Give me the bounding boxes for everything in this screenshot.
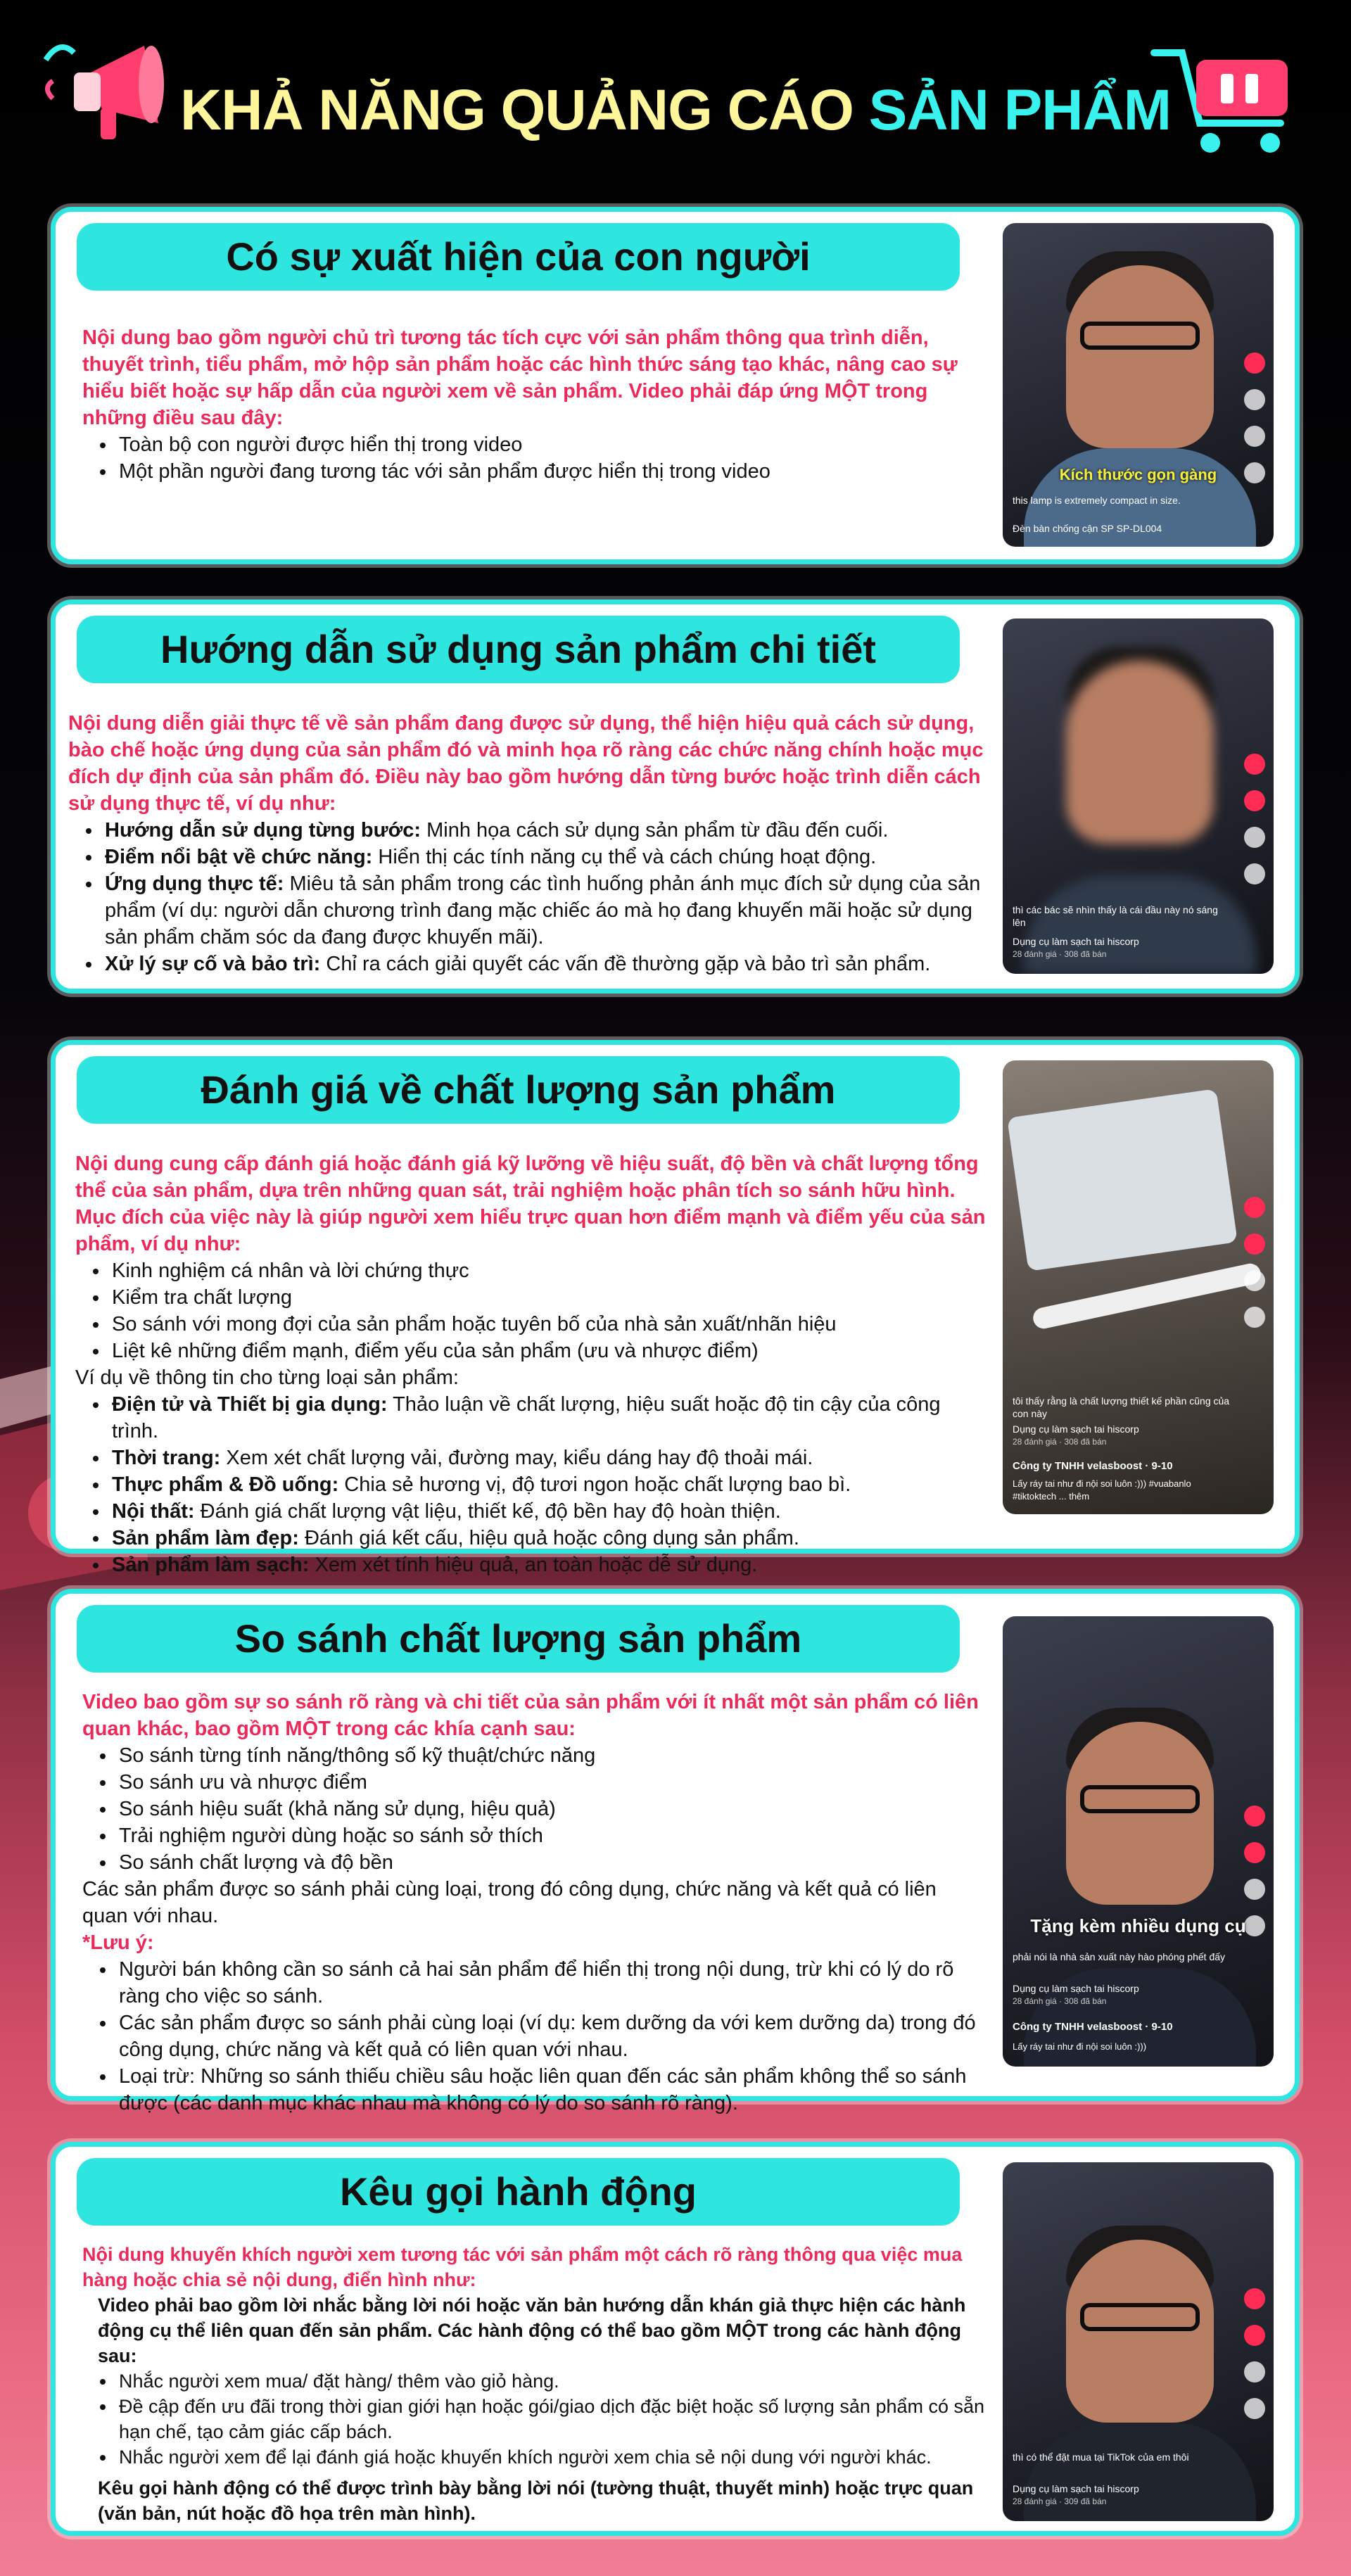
bookmark-icon[interactable] <box>1244 1307 1265 1328</box>
video-overlay-text: Tặng kèm nhiều dụng cụ <box>1030 1915 1246 1936</box>
heart-icon[interactable] <box>1244 2325 1265 2346</box>
product-tag[interactable] <box>1013 2482 1231 2508</box>
section-quality-review <box>51 1040 1300 1576</box>
section-intro: Video bao gồm sự so sánh rõ ràng và chi tiết của sản phẩm với ít nhất một sản phẩm có liên quan khác, bao gồm MỘT trong các khía cạnh sau: <box>82 1691 979 1740</box>
section-intro: Nội dung khuyến khích người xem tương tác với sản phẩm một cách rõ ràng thông qua việc mua hàng hoặc chia sẻ nội dung, điển hình như: <box>82 2244 963 2290</box>
category-list <box>109 1391 992 1578</box>
item-label: Thực phẩm & Đồ uống: <box>112 1473 339 1496</box>
list-item: • Toàn bộ con người được hiển thị trong video <box>116 431 985 458</box>
section-quality-comparison <box>51 1589 1300 2114</box>
host-figure <box>1066 2240 1214 2423</box>
list-item <box>109 1498 992 1525</box>
list-item: • Kiểm tra chất lượng <box>109 1284 992 1311</box>
video-caption: thì có thể đặt mua tại TikTok của em thôi <box>1013 2451 1189 2463</box>
list-item: • So sánh với mong đợi của sản phẩm hoặc tuyên bố của nhà sản xuất/nhãn hiệu <box>109 1311 992 1338</box>
comment-icon[interactable] <box>1244 1270 1265 1291</box>
section-body <box>75 1150 992 1578</box>
comment-icon[interactable] <box>1244 426 1265 447</box>
product-stats: 28 đánh giá · 308 đã bán <box>1013 1437 1107 1447</box>
section-intro: Nội dung diễn giải thực tế về sản phẩm đang được sử dụng, thể hiện hiệu quả cách sử dụng, bào chế hoặc ứng dụng của sản phẩm đó và minh họa rõ ràng các chức năng chính hoặc mục đích dự định của sản phẩm đó. Điều này bao gồm hướng dẫn từng bước hoặc trình diễn cách sử dụng thực tế, ví dụ như: <box>68 712 984 815</box>
product-tag[interactable] <box>1013 935 1231 960</box>
item-text: Minh họa cách sử dụng sản phẩm từ đầu đến cuối. <box>421 819 889 842</box>
item-text: Miêu tả sản phẩm trong các tình huống phản ánh mục đích sử dụng của sản phẩm (ví dụ: người dẫn chương trình đang mặc chiếc áo mà họ đang khuyến mãi hoặc sử dụng sản phẩm chăm sóc da đang được khuyến mãi). <box>105 873 981 948</box>
product-tag[interactable] <box>1013 1982 1231 2007</box>
note-list <box>116 1956 985 2117</box>
list-item: • So sánh từng tính năng/thông số kỹ thuật/chức năng <box>116 1742 985 1769</box>
section-call-to-action <box>51 2142 1300 2536</box>
item-label: Hướng dẫn sử dụng từng bước: <box>105 819 421 842</box>
item-text: Đánh giá chất lượng vật liệu, thiết kế, độ bền hay độ hoàn thiện. <box>194 1500 781 1523</box>
comment-icon[interactable] <box>1244 1879 1265 1900</box>
list-item: • Nhắc người xem mua/ đặt hàng/ thêm vào giỏ hàng. <box>116 2368 985 2394</box>
account-name[interactable]: Công ty TNHH velasboost · 9-10 <box>1013 1460 1173 1472</box>
bullet-list <box>116 2368 985 2470</box>
section-intro: Nội dung cung cấp đánh giá hoặc đánh giá kỹ lưỡng về hiệu suất, độ bền và chất lượng tổng thể của sản phẩm, dựa trên những quan sát, trải nghiệm hoặc phân tích so sánh hữu hình. Mục đích của việc này là giúp người xem hiểu trực quan hơn điểm mạnh và điểm yếu của sản phẩm, ví dụ như: <box>75 1153 986 1255</box>
item-label: Thời trang: <box>112 1447 221 1469</box>
heart-icon[interactable] <box>1244 1233 1265 1255</box>
glasses <box>1080 2303 1200 2331</box>
bullet-list <box>109 1257 992 1364</box>
list-item <box>109 1391 992 1445</box>
video-thumbnail[interactable] <box>1003 223 1274 547</box>
subheading: Ví dụ về thông tin cho từng loại sản phẩm: <box>75 1366 459 1389</box>
list-item: • Nhắc người xem để lại đánh giá hoặc khuyến khích người xem chia sẻ nội dung với người khác. <box>116 2444 985 2470</box>
list-item <box>102 870 999 951</box>
list-item <box>102 817 999 844</box>
list-item: • Các sản phẩm được so sánh phải cùng loại (ví dụ: kem dưỡng da với kem dưỡng da) trong đó công dụng, chức năng và kết quả có liên quan với nhau. <box>116 2010 985 2063</box>
video-action-icons <box>1244 2288 1268 2435</box>
bookmark-icon[interactable] <box>1244 863 1265 884</box>
bullet-list <box>116 431 985 485</box>
heart-icon[interactable] <box>1244 389 1265 410</box>
video-overlay-text: Kích thước gọn gàng <box>1059 466 1217 483</box>
lead-text: Video phải bao gồm lời nhắc bằng lời nói hoặc văn bản hướng dẫn khán giả thực hiện các hành động cụ thể liên quan đến sản phẩm. Các hành động có thể bao gồm MỘT trong các hành động sau: <box>98 2295 966 2366</box>
bullet-list <box>102 817 999 977</box>
video-thumbnail[interactable] <box>1003 1060 1274 1514</box>
item-label: Điểm nổi bật về chức năng: <box>105 846 373 868</box>
shop-icon[interactable] <box>1244 353 1265 374</box>
product-name: Dụng cụ làm sạch tai hiscorp <box>1013 1423 1139 1435</box>
section-title: Hướng dẫn sử dụng sản phẩm chi tiết <box>77 616 960 683</box>
item-label: Sản phẩm làm sạch: <box>112 1554 310 1576</box>
comment-icon[interactable] <box>1244 2361 1265 2383</box>
shop-icon[interactable] <box>1244 1806 1265 1827</box>
section-title: Kêu gọi hành động <box>77 2158 960 2226</box>
product-name: Dụng cụ làm sạch tai hiscorp <box>1013 936 1139 947</box>
product-stats: 28 đánh giá · 309 đã bán <box>1013 2496 1107 2506</box>
list-item: • Người bán không cần so sánh cả hai sản phẩm để hiển thị trong nội dung, trừ khi có lý do rõ ràng cho việc so sánh. <box>116 1956 985 2010</box>
title-part2: SẢN PHẨM <box>868 78 1172 142</box>
shop-icon[interactable] <box>1244 754 1265 775</box>
list-item: • So sánh chất lượng và độ bền <box>116 1849 985 1876</box>
glasses <box>1080 1785 1200 1813</box>
shopping-cart-icon <box>1147 32 1309 158</box>
item-label: Điện tử và Thiết bị gia dụng: <box>112 1393 388 1416</box>
section-title: So sánh chất lượng sản phẩm <box>77 1605 960 1673</box>
product-stats: 28 đánh giá · 308 đã bán <box>1013 1996 1107 2006</box>
account-name[interactable]: Công ty TNHH velasboost · 9-10 <box>1013 2021 1173 2033</box>
note-label: *Lưu ý: <box>82 1931 154 1954</box>
list-item: • Kinh nghiệm cá nhân và lời chứng thực <box>109 1257 992 1284</box>
list-item: • Liệt kê những điểm mạnh, điểm yếu của sản phẩm (ưu và nhược điểm) <box>109 1338 992 1364</box>
video-action-icons <box>1244 1197 1268 1343</box>
video-thumbnail[interactable] <box>1003 1616 1274 2067</box>
title-part1: KHẢ NĂNG QUẢNG CÁO <box>179 78 854 142</box>
glasses <box>1080 322 1200 350</box>
paragraph: Các sản phẩm được so sánh phải cùng loại, trong đó công dụng, chức năng và kết quả có liên quan với nhau. <box>82 1878 937 1927</box>
section-body <box>82 2242 985 2526</box>
video-caption: phải nói là nhà sản xuất này hào phóng phết đấy <box>1013 1951 1226 1962</box>
comment-icon[interactable] <box>1244 827 1265 848</box>
bookmark-icon[interactable] <box>1244 2398 1265 2419</box>
list-item <box>102 951 999 977</box>
item-label: Nội thất: <box>112 1500 195 1523</box>
product-name: Dụng cụ làm sạch tai hiscorp <box>1013 2483 1139 2494</box>
product-box <box>1007 1089 1238 1271</box>
heart-icon[interactable] <box>1244 790 1265 811</box>
item-label: Xử lý sự cố và bảo trì: <box>105 953 321 975</box>
host-figure <box>1066 661 1214 844</box>
list-item: • Loại trừ: Những so sánh thiếu chiều sâu hoặc liên quan đến các sản phẩm không thể so sánh được (các danh mục khác nhau mà không có lý do so sánh rõ ràng). <box>116 2063 985 2117</box>
host-figure <box>1066 1722 1214 1905</box>
list-item: • So sánh hiệu suất (khả năng sử dụng, hiệu quả) <box>116 1796 985 1822</box>
section-body <box>82 1689 985 2117</box>
section-intro: Nội dung bao gồm người chủ trì tương tác tích cực với sản phẩm thông qua trình diễn, thuyết trình, tiểu phẩm, mở hộp sản phẩm hoặc các hình thức sáng tạo khác, nâng cao sự hiểu biết hoặc sự hấp dẫn của người xem về sản phẩm. Video phải đáp ứng MỘT trong những điều sau đây: <box>82 326 958 429</box>
item-text: Xem xét tính hiệu quả, an toàn hoặc dễ sử dụng. <box>309 1554 758 1576</box>
section-body <box>68 710 999 977</box>
item-text: Đánh giá kết cấu, hiệu quả hoặc công dụng sản phẩm. <box>298 1527 799 1549</box>
item-label: Ứng dụng thực tế: <box>105 873 284 895</box>
list-item <box>109 1471 992 1498</box>
list-item: • Một phần người đang tương tác với sản phẩm được hiển thị trong video <box>116 458 985 485</box>
list-item: • Trải nghiệm người dùng hoặc so sánh sở thích <box>116 1822 985 1849</box>
product-tag[interactable]: Đèn bàn chống cận SP SP-DL004 <box>1013 523 1162 534</box>
section-title: Có sự xuất hiện của con người <box>77 223 960 291</box>
video-action-icons <box>1244 754 1268 900</box>
list-item <box>102 844 999 870</box>
list-item <box>109 1525 992 1552</box>
shop-icon[interactable] <box>1244 1197 1265 1218</box>
item-text: Chia sẻ hương vị, độ tươi ngon hoặc chất lượng bao bì. <box>338 1473 851 1496</box>
list-item: • Đề cập đến ưu đãi trong thời gian giới hạn hoặc gói/giao dịch đặc biệt hoặc số lượng sản phẩm có sẵn hạn chế, tạo cảm giác cấp bách. <box>116 2394 985 2444</box>
product-name: Dụng cụ làm sạch tai hiscorp <box>1013 1983 1139 1994</box>
bullet-list <box>116 1742 985 1876</box>
video-caption: this lamp is extremely compact in size. <box>1013 495 1181 506</box>
list-item <box>109 1552 992 1578</box>
product-stats: 28 đánh giá · 308 đã bán <box>1013 949 1107 959</box>
video-caption: thì các bác sẽ nhìn thấy là cái đầu này nó sáng lên <box>1013 904 1218 928</box>
item-text: Chỉ ra cách giải quyết các vấn đề thường gặp và bảo trì sản phẩm. <box>320 953 931 975</box>
list-item: • So sánh ưu và nhược điểm <box>116 1769 985 1796</box>
section-body <box>82 324 985 485</box>
video-description: Lấy ráy tai như đi nội soi luôn :))) #vuabanlo #tiktoktech ... thêm <box>1013 1478 1191 1502</box>
item-label: Sản phẩm làm đẹp: <box>112 1527 299 1549</box>
item-text: Xem xét chất lượng vải, đường may, kiểu dáng hay độ thoải mái. <box>220 1447 813 1469</box>
host-figure <box>1066 265 1214 448</box>
item-text: Thảo luận về chất lượng, hiệu suất hoặc độ tin cậy của công trình. <box>112 1393 941 1442</box>
video-description: Lấy ráy tai như đi nội soi luôn :))) <box>1013 2041 1147 2052</box>
video-thumbnail[interactable] <box>1003 2162 1274 2521</box>
list-item <box>109 1445 992 1471</box>
product-tag[interactable] <box>1013 1423 1231 1448</box>
section-title: Đánh giá về chất lượng sản phẩm <box>77 1056 960 1124</box>
page-header <box>0 0 1351 204</box>
section-usage-guide <box>51 599 1300 994</box>
closing-text: Kêu gọi hành động có thể được trình bày bằng lời nói (tường thuật, thuyết minh) hoặc trực quan (văn bản, nút hoặc đồ họa trên màn hình). <box>98 2477 974 2524</box>
shop-icon[interactable] <box>1244 2288 1265 2309</box>
item-text: Hiển thị các tính năng cụ thể và cách chúng hoạt động. <box>372 846 877 868</box>
video-caption: tôi thấy rằng là chất lượng thiết kế phần cũng của con này <box>1013 1395 1230 1419</box>
product-device <box>1031 1262 1262 1331</box>
heart-icon[interactable] <box>1244 1842 1265 1863</box>
section-human-presence <box>51 207 1300 564</box>
video-thumbnail[interactable] <box>1003 618 1274 974</box>
